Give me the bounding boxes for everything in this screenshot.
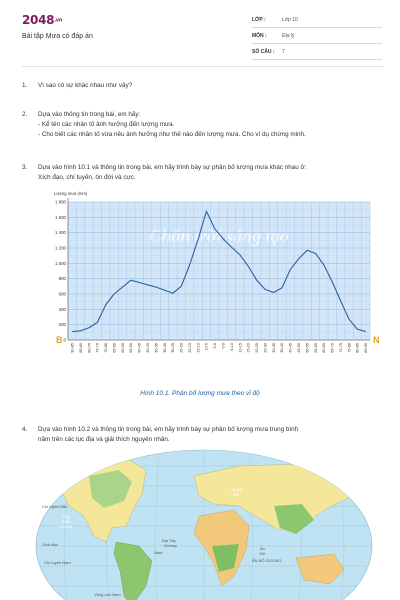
x-tick-label: 85-90 bbox=[364, 343, 369, 353]
question-number: 4. bbox=[22, 426, 28, 433]
x-tick-label: 80-75 bbox=[87, 343, 92, 353]
y-axis-label: Lượng mưa (mm) bbox=[54, 191, 88, 196]
y-tick-label: 1 600 bbox=[55, 214, 66, 220]
x-tick-label: 0-5 bbox=[221, 343, 226, 349]
x-tick-label: 15-20 bbox=[246, 343, 251, 353]
x-tick-label: 35-40 bbox=[280, 343, 285, 353]
x-tick-label: 40-45 bbox=[288, 343, 293, 353]
x-tick-label: 50-55 bbox=[305, 343, 310, 353]
x-tick-label: 30-25 bbox=[171, 343, 176, 353]
x-tick-label: 45-40 bbox=[145, 343, 150, 353]
map-label: Dương bbox=[164, 543, 177, 548]
site-logo[interactable] bbox=[22, 13, 62, 27]
logo-suffix: .vn bbox=[54, 17, 63, 24]
y-tick-label: 400 bbox=[58, 306, 66, 312]
x-tick-label: 70-75 bbox=[338, 343, 343, 353]
x-tick-label: 50-45 bbox=[137, 343, 142, 353]
question-line: năm trên các lục địa và giải thích nguyên nhân. bbox=[38, 436, 170, 443]
question-number: 2. bbox=[22, 111, 28, 118]
question-line: Vì sao có sự khác nhau như vậy? bbox=[38, 82, 133, 89]
x-tick-label: 10-15 bbox=[238, 343, 243, 353]
map-label: Xích đạo bbox=[42, 542, 58, 547]
rainfall-latitude-chart bbox=[50, 190, 380, 380]
y-tick-label: 1 400 bbox=[55, 230, 66, 236]
south-end-label: N bbox=[373, 335, 380, 345]
question-2 bbox=[22, 110, 382, 140]
x-tick-label: 20-25 bbox=[255, 343, 260, 353]
x-tick-label: 60-55 bbox=[120, 343, 125, 353]
x-tick-label: 80-85 bbox=[355, 343, 360, 353]
x-tick-label: 60-65 bbox=[322, 343, 327, 353]
x-tick-label: 25-20 bbox=[179, 343, 184, 353]
x-tick-label: 75-80 bbox=[347, 343, 352, 353]
map-label: Ấn bbox=[260, 546, 265, 551]
x-tick-label: 75-70 bbox=[95, 343, 100, 353]
map-label: CHÂU bbox=[231, 487, 243, 492]
meta-label: SỐ CÂU : bbox=[252, 49, 275, 55]
map-label: Đại Tây bbox=[162, 538, 176, 543]
y-tick-label: 1 800 bbox=[55, 199, 66, 205]
x-tick-label: 25-30 bbox=[263, 343, 268, 353]
logo-text: 2048 bbox=[22, 13, 55, 27]
question-line: - Cho biết các nhân tố vừa nêu ảnh hưởng như thế nào đến lượng mưa. Cho ví dụ chứng minh. bbox=[38, 131, 306, 138]
meta-value: Địa lý bbox=[282, 33, 295, 39]
question-line: - Kể tên các nhân tố ảnh hưởng đến lượng mưa. bbox=[38, 121, 175, 128]
y-tick-label: 1 000 bbox=[55, 260, 66, 266]
x-tick-label: 55-50 bbox=[129, 343, 134, 353]
y-tick-label: 800 bbox=[58, 276, 66, 282]
map-label: Dương bbox=[60, 524, 73, 529]
x-tick-label: 40-35 bbox=[154, 343, 159, 353]
y-tick-label: 0 bbox=[63, 337, 66, 343]
map-svg bbox=[34, 446, 374, 600]
meta-value: Lớp 10 bbox=[282, 17, 298, 23]
x-tick-label: 65-60 bbox=[112, 343, 117, 353]
map-label: Thái bbox=[62, 514, 70, 519]
x-tick-label: 85-80 bbox=[78, 343, 83, 353]
watermark-text: Chân trời sáng tạo bbox=[149, 226, 289, 246]
question-line: Dựa vào hình 10.2 và thông tin trong bài, em hãy trình bày sự phân bố lượng mưa trung bình bbox=[38, 426, 299, 433]
meta-row-count bbox=[252, 44, 382, 60]
question-line: Dựa vào thông tin trong bài, em hãy: bbox=[38, 111, 141, 118]
x-tick-label: 65-70 bbox=[330, 343, 335, 353]
page-header bbox=[0, 0, 400, 66]
map-label: Chí tuyến Bắc bbox=[42, 504, 68, 509]
x-tick-label: 5-0 bbox=[213, 343, 218, 349]
x-tick-label: 90-85 bbox=[70, 343, 75, 353]
map-label: Bình bbox=[62, 519, 71, 524]
meta-value: 7 bbox=[282, 49, 285, 55]
figure-caption: Hình 10.1. Phân bố lượng mưa theo vĩ độ bbox=[140, 390, 260, 397]
x-tick-label: 45-50 bbox=[296, 343, 301, 353]
x-tick-label: 30-35 bbox=[271, 343, 276, 353]
question-number: 3. bbox=[22, 164, 28, 171]
meta-label: MÔN : bbox=[252, 33, 267, 39]
map-label: Chí tuyến Nam bbox=[44, 560, 71, 565]
question-4 bbox=[22, 425, 382, 445]
question-1 bbox=[22, 81, 382, 91]
world-rainfall-map bbox=[34, 446, 374, 600]
header-divider bbox=[22, 66, 384, 67]
x-tick-label: 5-10 bbox=[229, 343, 234, 351]
chart-svg bbox=[50, 190, 380, 380]
question-line: Dựa vào hình 10.1 và thông tin trong bài, em hãy trình bày sự phân bố lượng mưa khác nhau ở: bbox=[38, 164, 307, 171]
x-tick-label: 35-30 bbox=[162, 343, 167, 353]
x-tick-label: 70-65 bbox=[104, 343, 109, 353]
x-tick-label: 15-10 bbox=[196, 343, 201, 353]
map-label: Nam bbox=[154, 550, 163, 555]
meta-row-class bbox=[252, 12, 382, 28]
question-number: 1. bbox=[22, 82, 28, 89]
map-label: Độ bbox=[260, 551, 266, 556]
north-end-label: B bbox=[56, 335, 63, 345]
map-label: ÂU bbox=[233, 492, 239, 497]
y-tick-label: 600 bbox=[58, 291, 66, 297]
y-tick-label: 200 bbox=[58, 322, 66, 328]
y-tick-label: 1 200 bbox=[55, 245, 66, 251]
x-tick-label: 20-15 bbox=[187, 343, 192, 353]
x-tick-label: 10-5 bbox=[204, 343, 209, 351]
meta-label: LỚP : bbox=[252, 17, 266, 23]
question-3 bbox=[22, 163, 382, 183]
question-line: Xích đạo, chí tuyến, ôn đới và cực. bbox=[38, 174, 136, 181]
map-label: Vòng cực Nam bbox=[94, 592, 121, 597]
x-tick-label: 55-60 bbox=[313, 343, 318, 353]
meta-row-subject bbox=[252, 28, 382, 44]
map-label: ẤN ĐỘ DƯƠNG bbox=[252, 558, 282, 563]
sheet-title: Bài tập Mưa có đáp án bbox=[22, 33, 93, 40]
